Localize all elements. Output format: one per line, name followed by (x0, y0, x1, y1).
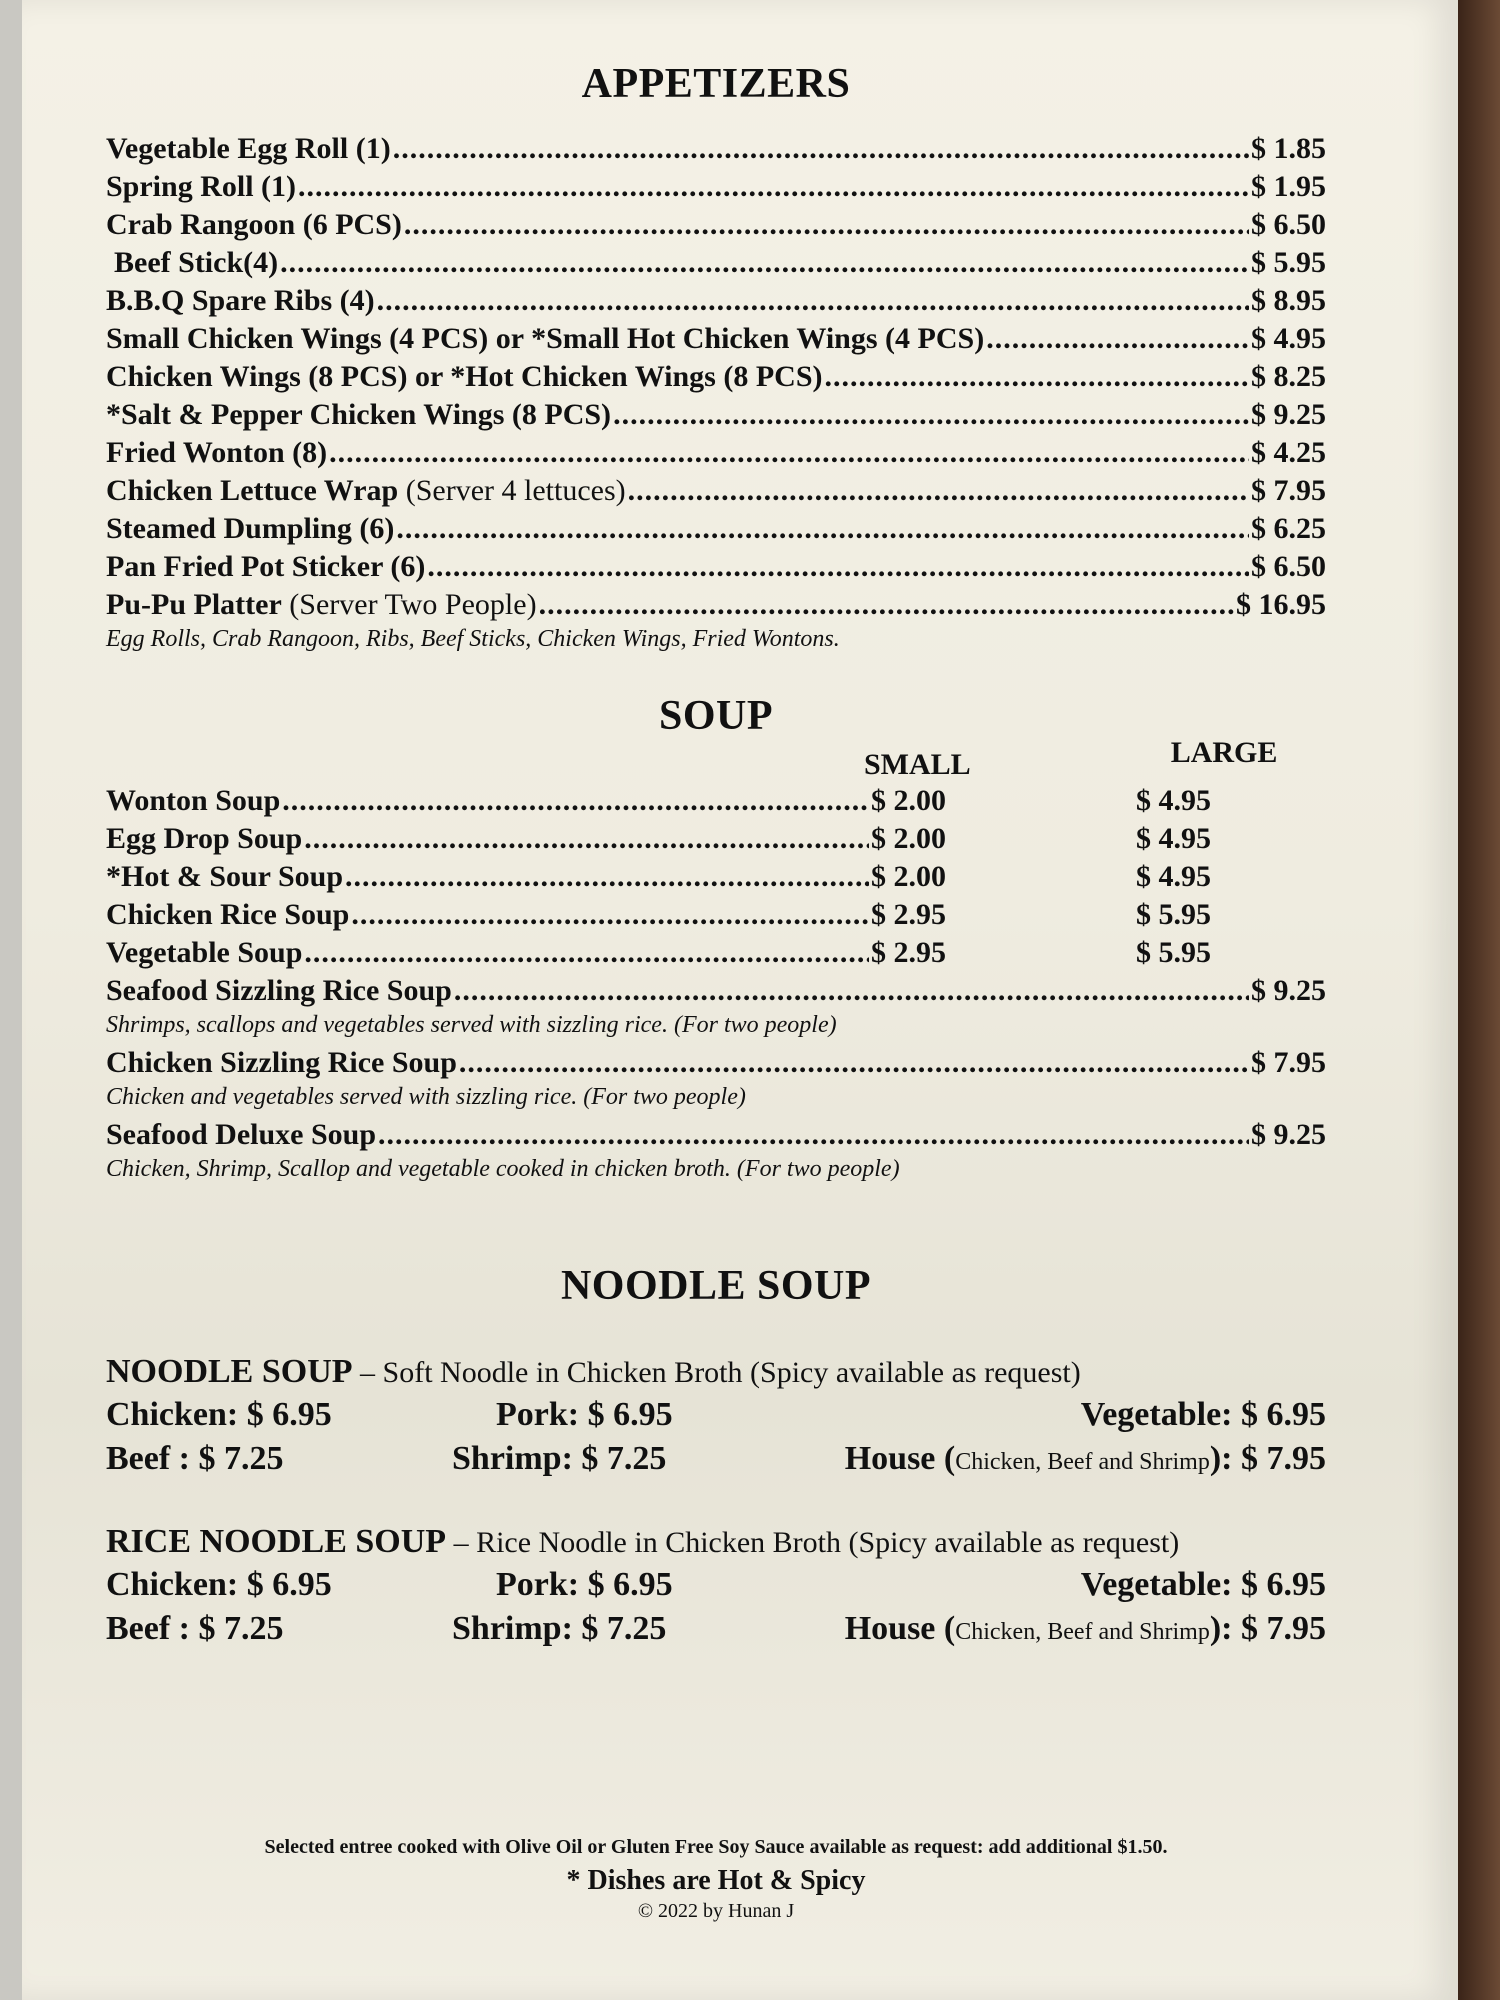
leader-dots (345, 858, 869, 896)
item-name-text: Chicken Lettuce Wrap (106, 474, 399, 507)
large-label: LARGE (1170, 736, 1278, 769)
item-name (106, 472, 626, 510)
item-name: Chicken Rice Soup (106, 898, 350, 931)
item-name-text: Pu-Pu Platter (106, 588, 282, 621)
pork-price: Pork: $ 6.95 (496, 1566, 673, 1603)
small-price: $ 2.95 (871, 936, 946, 969)
rice-noodle-soup-block (106, 1522, 1326, 1654)
item-price: $ 7.95 (1251, 474, 1326, 507)
item-name (106, 586, 537, 624)
menu-item (106, 1044, 1326, 1082)
item-name: Vegetable Soup (106, 936, 303, 969)
menu-item (106, 130, 1326, 168)
copyright: © 2022 by Hunan J (637, 1900, 795, 1922)
menu-item (106, 972, 1326, 1010)
item-name: Wonton Soup (106, 784, 281, 817)
item-name: *Salt & Pepper Chicken Wings (8 PCS) (106, 398, 612, 431)
beef-price: Beef : $ 7.25 (106, 1440, 284, 1477)
soup-size-header (106, 736, 1326, 782)
pork-price: Pork: $ 6.95 (496, 1396, 673, 1433)
item-description: Shrimps, scallops and vegetables served with sizzling rice. (For two people) (106, 1012, 837, 1038)
large-price: $ 4.95 (1136, 822, 1211, 855)
large-price: $ 4.95 (1136, 784, 1211, 817)
item-name: B.B.Q Spare Ribs (4) (106, 284, 375, 317)
item-note: (Server 4 lettuces) (398, 474, 626, 507)
menu-item (106, 244, 1326, 282)
item-name: Steamed Dumpling (6) (106, 512, 395, 545)
menu-item (106, 782, 1326, 820)
large-price: $ 4.95 (1136, 860, 1211, 893)
vegetable-price: Vegetable: $ 6.95 (1080, 1566, 1326, 1603)
item-name: Beef Stick(4) (114, 246, 279, 279)
spicy-note: * Dishes are Hot & Spicy (566, 1865, 866, 1896)
small-label: SMALL (864, 748, 971, 781)
house-label: House ( (844, 1610, 956, 1647)
item-price: $ 6.25 (1251, 512, 1326, 545)
leader-dots (825, 358, 1250, 396)
menu-item (106, 858, 1326, 896)
small-price: $ 2.95 (871, 898, 946, 931)
leader-dots (404, 206, 1249, 244)
background-left (0, 0, 22, 2000)
leader-dots (986, 320, 1249, 358)
leader-dots (304, 934, 869, 972)
item-price: $ 1.95 (1251, 170, 1326, 203)
menu-item (106, 434, 1326, 472)
appetizers-list (106, 130, 1326, 654)
item-price: $ 9.25 (1251, 974, 1326, 1007)
item-name: Small Chicken Wings (4 PCS) or *Small Hot Chicken Wings (4 PCS) (106, 322, 985, 355)
item-price: $ 9.25 (1251, 1118, 1326, 1151)
menu-item (106, 820, 1326, 858)
item-name: Chicken Sizzling Rice Soup (106, 1046, 457, 1079)
item-description: Chicken and vegetables served with sizzling rice. (For two people) (106, 1084, 746, 1110)
item-name: *Hot & Sour Soup (106, 860, 344, 893)
leader-dots (378, 1116, 1249, 1154)
house-amount: ): $ 7.95 (1209, 1610, 1326, 1647)
leader-dots (377, 282, 1249, 320)
noodle-block-header (106, 1352, 1326, 1393)
item-name: Pan Fried Pot Sticker (6) (106, 550, 426, 583)
small-price: $ 2.00 (871, 784, 946, 817)
leader-dots (282, 782, 869, 820)
item-price: $ 9.25 (1251, 398, 1326, 431)
item-note: (Server Two People) (281, 588, 537, 621)
small-price: $ 2.00 (871, 822, 946, 855)
menu-item (106, 934, 1326, 972)
leader-dots (628, 472, 1249, 510)
house-label: House ( (844, 1440, 956, 1477)
soup-list (106, 782, 1326, 1184)
noodle-block-desc: – Soft Noodle in Chicken Broth (Spicy available as request) (352, 1356, 1081, 1389)
leader-dots (304, 820, 869, 858)
noodle-block-name: NOODLE SOUP (106, 1353, 353, 1390)
menu-item (106, 896, 1326, 934)
noodle-block-name: RICE NOODLE SOUP (106, 1523, 447, 1560)
soup-title: SOUP (658, 693, 773, 739)
menu-item (106, 472, 1326, 510)
item-price: $ 4.95 (1251, 322, 1326, 355)
noodle-soup-title: NOODLE SOUP (560, 1263, 872, 1309)
leader-dots (351, 896, 869, 934)
menu-item (106, 168, 1326, 206)
menu-item (106, 206, 1326, 244)
leader-dots (298, 168, 1249, 206)
menu-item (106, 586, 1326, 624)
house-amount: ): $ 7.95 (1209, 1440, 1326, 1477)
vegetable-price: Vegetable: $ 6.95 (1080, 1396, 1326, 1433)
item-price: $ 6.50 (1251, 208, 1326, 241)
olive-oil-note: Selected entree cooked with Olive Oil or Gluten Free Soy Sauce available as request: add additional $1.50. (264, 1836, 1168, 1858)
item-name: Seafood Deluxe Soup (106, 1118, 377, 1151)
noodle-block-header (106, 1522, 1326, 1563)
noodle-price-grid (106, 1563, 1326, 1654)
house-price (786, 1437, 1326, 1484)
leader-dots (454, 972, 1249, 1010)
item-description: Chicken, Shrimp, Scallop and vegetable cooked in chicken broth. (For two people) (106, 1156, 900, 1182)
leader-dots (396, 510, 1249, 548)
menu-item (106, 510, 1326, 548)
chicken-price: Chicken: $ 6.95 (106, 1396, 332, 1433)
house-contents: Chicken, Beef and Shrimp (955, 1619, 1210, 1645)
leader-dots (329, 434, 1249, 472)
item-name: Egg Drop Soup (106, 822, 303, 855)
large-price: $ 5.95 (1136, 936, 1211, 969)
leader-dots (280, 244, 1249, 282)
noodle-soup-block (106, 1352, 1326, 1484)
item-name: Vegetable Egg Roll (1) (106, 132, 391, 165)
menu-item (106, 358, 1326, 396)
chicken-price: Chicken: $ 6.95 (106, 1566, 332, 1603)
menu-item (106, 548, 1326, 586)
large-price: $ 5.95 (1136, 898, 1211, 931)
menu-item (106, 320, 1326, 358)
item-name: Crab Rangoon (6 PCS) (106, 208, 402, 241)
item-name: Fried Wonton (8) (106, 436, 328, 469)
background-right (1458, 0, 1500, 2000)
small-price: $ 2.00 (871, 860, 946, 893)
leader-dots (459, 1044, 1249, 1082)
item-price: $ 5.95 (1251, 246, 1326, 279)
leader-dots (427, 548, 1249, 586)
item-price: $ 8.25 (1251, 360, 1326, 393)
item-name: Chicken Wings (8 PCS) or *Hot Chicken Wings (8 PCS) (106, 360, 823, 393)
item-price: $ 8.95 (1251, 284, 1326, 317)
item-price: $ 1.85 (1251, 132, 1326, 165)
item-name: Spring Roll (1) (106, 170, 297, 203)
leader-dots (393, 130, 1249, 168)
platter-description: Egg Rolls, Crab Rangoon, Ribs, Beef Sticks, Chicken Wings, Fried Wontons. (106, 626, 840, 652)
appetizers-title: APPETIZERS (581, 61, 851, 107)
menu-content (106, 60, 1326, 1922)
shrimp-price: Shrimp: $ 7.25 (452, 1440, 667, 1477)
item-name: Seafood Sizzling Rice Soup (106, 974, 452, 1007)
menu-item (106, 1116, 1326, 1154)
shrimp-price: Shrimp: $ 7.25 (452, 1610, 667, 1647)
house-contents: Chicken, Beef and Shrimp (955, 1449, 1210, 1475)
noodle-price-grid (106, 1393, 1326, 1484)
menu-item (106, 282, 1326, 320)
noodle-block-desc: – Rice Noodle in Chicken Broth (Spicy available as request) (446, 1526, 1180, 1559)
item-price: $ 4.25 (1251, 436, 1326, 469)
item-price: $ 16.95 (1236, 588, 1326, 621)
item-price: $ 6.50 (1251, 550, 1326, 583)
leader-dots (613, 396, 1249, 434)
item-price: $ 7.95 (1251, 1046, 1326, 1079)
beef-price: Beef : $ 7.25 (106, 1610, 284, 1647)
house-price (786, 1607, 1326, 1654)
leader-dots (539, 586, 1234, 624)
menu-page (22, 0, 1458, 2000)
menu-item (106, 396, 1326, 434)
